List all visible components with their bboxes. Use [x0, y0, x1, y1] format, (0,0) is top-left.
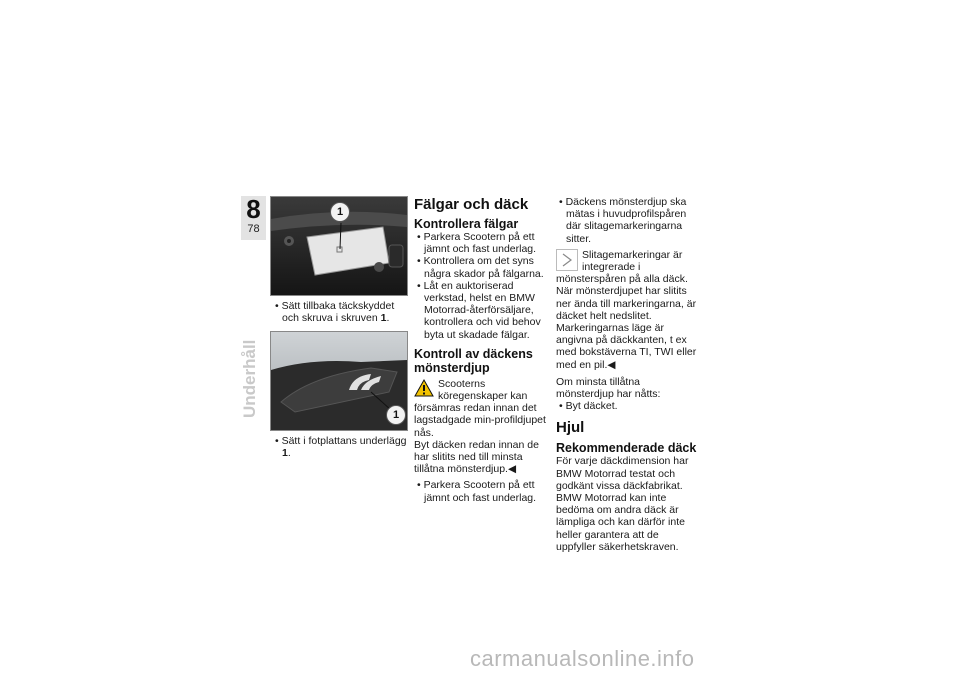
- warning-icon: [414, 378, 434, 398]
- rims-bullet-3: • Låt en auktoriserad verkstad, helst en BMW Motorrad-återförsäljare, kontrollera och vid behov byta ut skadade fälgar.: [417, 279, 541, 341]
- photo1-callout: 1: [330, 202, 350, 222]
- tread-bullet-1: • Parkera Scootern på ett jämnt och fast underlag.: [417, 479, 537, 504]
- recommended-tyres-paragraph: För varje däckdimension har BMW Motorrad testat och godkänt vissa däckfabrikat. BMW Motorrad kan inte bedöma om andra däck är lämpliga och kan därför inte heller garantera att de uppfyller säkerhetskraven.: [556, 455, 689, 553]
- instruction1-text: Sätt tillbaka täckskyddet och skruva i skruven: [281, 300, 395, 325]
- min-depth-text: Om minsta tillåtna mönsterdjup har nåtts:: [556, 375, 661, 401]
- page-number: 78: [247, 223, 260, 235]
- measure-bullet: • Däckens mönsterdjup ska mätas i huvudprofilspåren där slitagemarkeringarna sitter.: [559, 196, 687, 245]
- warning-block: [414, 378, 548, 476]
- photo2-callout: 1: [386, 405, 406, 425]
- subheading-recommended-tyres: Rekommenderade däck: [556, 441, 697, 456]
- instruction-2: • Sätt i fotplattans underlägg 1.: [275, 435, 407, 460]
- rims-bullet-2: • Kontrollera om det syns några skador på fälgarna.: [417, 255, 544, 280]
- instruction2-ref: 1: [282, 447, 288, 460]
- note-block: [556, 249, 700, 371]
- replace-tyre-bullet: • Byt däcket.: [559, 400, 618, 413]
- footer-watermark: carmanualsonline.info: [470, 646, 695, 671]
- note-arrow-icon: [556, 249, 578, 271]
- subheading-tread-depth: Kontroll av däckens mönsterdjup: [414, 346, 533, 375]
- warning-text-2: Byt däcken redan innan de har slitits ned till minsta tillåtna mönsterdjup.◀: [414, 438, 539, 476]
- rims-bullet-1: • Parkera Scootern på ett jämnt och fast underlag.: [417, 231, 537, 256]
- instruction1-ref: 1: [380, 312, 387, 325]
- section-heading-wheels: Hjul: [556, 419, 585, 437]
- note-text: Slitagemarkeringar är integrerade i mönsterspåren på alla däck. När mönsterdjupet har slitits ner ända till markeringarna, är däcket helt nedslitet. Markeringarnas läge är angivna på däckkanten, t ex med bokstäverna TI, TWI eller med en pil.◀: [556, 248, 697, 371]
- chapter-side-title: Underhåll: [240, 339, 259, 418]
- chapter-number: 8: [246, 194, 261, 224]
- subheading-check-rims: Kontrollera fälgar: [414, 217, 519, 231]
- section-heading-rims-tyres: Fälgar och däck: [414, 196, 529, 213]
- instruction2-text: Sätt i fotplattans underlägg: [281, 435, 407, 447]
- middle-column: [414, 196, 548, 504]
- instruction-1: • Sätt tillbaka täckskyddet och skruva i skruven 1.: [275, 300, 395, 325]
- right-column: [556, 196, 700, 553]
- chapter-side-title-wrap: [240, 340, 260, 450]
- warning-text: Scooterns köregenskaper kan försämras redan innan det lagstadgade min-profildjupet nås.: [414, 377, 546, 439]
